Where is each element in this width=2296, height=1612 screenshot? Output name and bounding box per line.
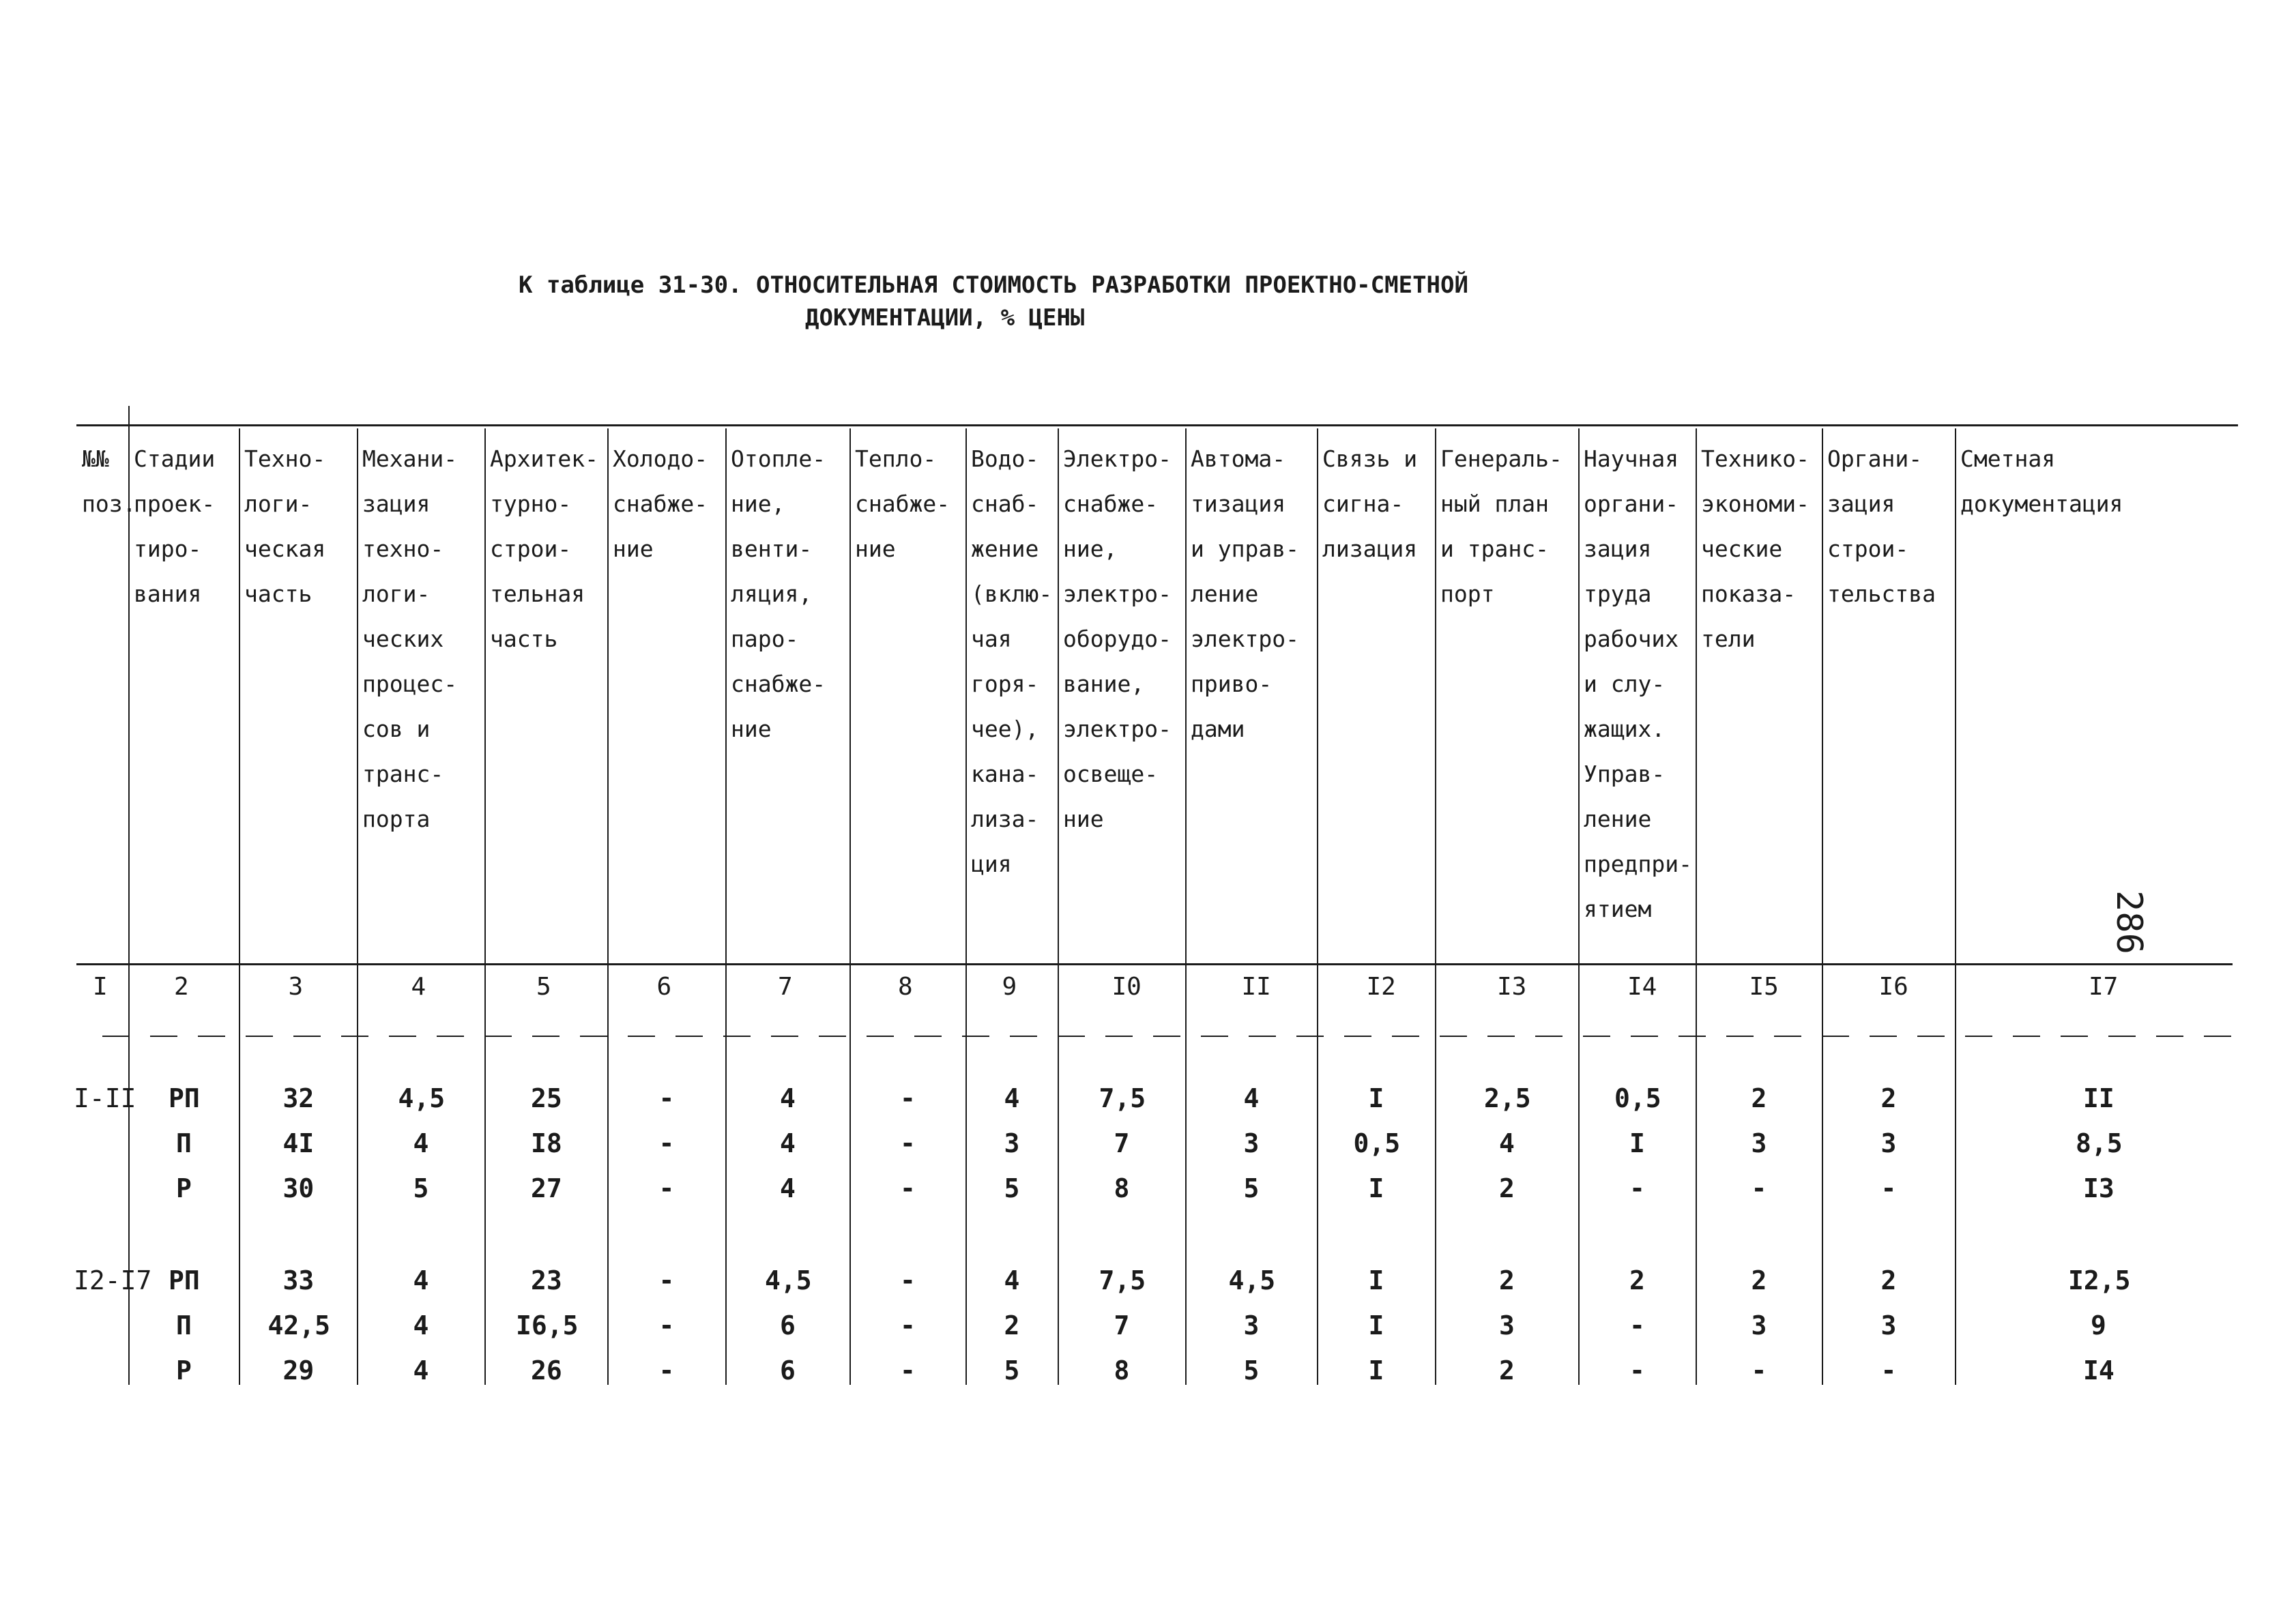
table-cell: Р bbox=[176, 1173, 192, 1203]
table-cell: 4 bbox=[780, 1128, 796, 1158]
table-cell: - bbox=[658, 1083, 675, 1113]
column-number: 4 bbox=[411, 973, 426, 1001]
column-header bbox=[971, 437, 1052, 887]
table-cell: 3 bbox=[1243, 1310, 1260, 1340]
table-cell: 0,5 bbox=[1614, 1083, 1661, 1113]
column-header-line: тиро- bbox=[134, 536, 202, 562]
column-header bbox=[134, 437, 215, 617]
table-cell: I bbox=[1368, 1265, 1384, 1295]
table-cell: 4I bbox=[282, 1128, 315, 1158]
table-cell: - bbox=[658, 1173, 675, 1203]
table-cell: 2 bbox=[1751, 1083, 1767, 1113]
table-cell: 5 bbox=[1243, 1173, 1260, 1203]
table-cell: II bbox=[2083, 1083, 2115, 1113]
column-number: I0 bbox=[1111, 973, 1142, 1001]
column-header-line: снабже- bbox=[855, 490, 950, 517]
column-number: 5 bbox=[536, 973, 551, 1001]
table-cell: 2,5 bbox=[1484, 1083, 1531, 1113]
dashed-rule-segment bbox=[1583, 1036, 1610, 1037]
column-number: I3 bbox=[1497, 973, 1527, 1001]
column-header-line: ние bbox=[1063, 806, 1104, 832]
column-header-line: строи- bbox=[490, 536, 572, 562]
table-cell: - bbox=[658, 1265, 675, 1295]
column-header-line: ление bbox=[1584, 806, 1652, 832]
column-rule bbox=[965, 428, 967, 1385]
dashed-rule-segment bbox=[1774, 1036, 1801, 1037]
column-header bbox=[1322, 437, 1417, 572]
dashed-rule-segment bbox=[914, 1036, 942, 1037]
column-header-line: зация bbox=[1584, 536, 1652, 562]
dashed-rule-segment bbox=[1487, 1036, 1515, 1037]
column-header-line: транс- bbox=[362, 761, 444, 787]
column-number: I6 bbox=[1878, 973, 1908, 1001]
dashed-rule-segment bbox=[628, 1036, 655, 1037]
column-header bbox=[1063, 437, 1172, 842]
column-header-line: экономи- bbox=[1701, 490, 1810, 517]
dashed-rule-segment bbox=[1344, 1036, 1371, 1037]
column-header-line: (вклю- bbox=[971, 581, 1053, 607]
table-cell: 2 bbox=[1499, 1355, 1515, 1386]
dashed-rule-segment bbox=[198, 1036, 225, 1037]
column-header-line: ятием bbox=[1584, 896, 1652, 922]
table-cell: РП bbox=[169, 1083, 200, 1113]
column-rule bbox=[607, 428, 609, 1385]
column-header-line: показа- bbox=[1701, 581, 1797, 607]
dashed-rule-segment bbox=[1440, 1036, 1467, 1037]
column-header-line: логи- bbox=[244, 490, 313, 517]
dashed-rule-segment bbox=[1392, 1036, 1419, 1037]
dashed-rule-segment bbox=[1870, 1036, 1897, 1037]
table-cell: 6 bbox=[780, 1310, 796, 1340]
column-number: I bbox=[93, 973, 108, 1001]
column-header-line: ляция, bbox=[731, 581, 813, 607]
column-header-line: Управ- bbox=[1584, 761, 1666, 787]
column-header-line: электро- bbox=[1063, 581, 1172, 607]
column-header-line: часть bbox=[244, 581, 313, 607]
table-cell: I-II bbox=[74, 1083, 136, 1113]
table-cell: 3 bbox=[1243, 1128, 1260, 1158]
table-cell: I4 bbox=[2083, 1355, 2115, 1386]
column-header-line: освеще- bbox=[1063, 761, 1159, 787]
column-rule bbox=[1435, 428, 1436, 1385]
column-header-line: логи- bbox=[362, 581, 431, 607]
table-cell: 2 bbox=[1004, 1310, 1020, 1340]
table-cell: 25 bbox=[531, 1083, 562, 1113]
table-cell: 4,5 bbox=[1228, 1265, 1276, 1295]
table-cell: 3 bbox=[1751, 1310, 1767, 1340]
table-cell: 8,5 bbox=[2076, 1128, 2123, 1158]
column-header bbox=[82, 437, 136, 527]
column-header-line: Органи- bbox=[1827, 445, 1923, 472]
column-header-line: Водо- bbox=[971, 445, 1039, 472]
column-header-line: порт bbox=[1440, 581, 1495, 607]
column-header bbox=[244, 437, 325, 617]
column-header-line: тельная bbox=[490, 581, 585, 607]
table-cell: 2 bbox=[1751, 1265, 1767, 1295]
dashed-rule-segment bbox=[2061, 1036, 2088, 1037]
table-cell: 4 bbox=[413, 1128, 429, 1158]
column-header-line: процес- bbox=[362, 671, 458, 697]
column-header bbox=[1440, 437, 1563, 617]
table-cell: 3 bbox=[1880, 1128, 1897, 1158]
column-header-line: рабочих bbox=[1584, 626, 1679, 652]
table-cell: 5 bbox=[1004, 1355, 1020, 1386]
column-header-line: труда bbox=[1584, 581, 1652, 607]
column-header bbox=[731, 437, 826, 752]
column-header-line: зация bbox=[1827, 490, 1895, 517]
dashed-rule-segment bbox=[1965, 1036, 1992, 1037]
column-header-line: кана- bbox=[971, 761, 1039, 787]
table-cell: 7,5 bbox=[1099, 1265, 1146, 1295]
column-header-line: лиза- bbox=[971, 806, 1039, 832]
column-header-line: и транс- bbox=[1440, 536, 1549, 562]
table-cell: 4 bbox=[780, 1173, 796, 1203]
table-cell: 4 bbox=[1004, 1265, 1020, 1295]
dashed-rule-segment bbox=[1535, 1036, 1563, 1037]
table-cell: 0,5 bbox=[1353, 1128, 1401, 1158]
table-cell: I2-I7 bbox=[74, 1265, 152, 1295]
dashed-rule-segment bbox=[1917, 1036, 1945, 1037]
table-cell: 29 bbox=[282, 1355, 315, 1386]
table-cell: 4 bbox=[780, 1083, 796, 1113]
dashed-rule-segment bbox=[341, 1036, 368, 1037]
table-top-rule bbox=[76, 424, 2238, 426]
column-header-line: ческие bbox=[1701, 536, 1783, 562]
column-header-line: ние bbox=[731, 716, 772, 742]
table-cell: 27 bbox=[531, 1173, 562, 1203]
table-cell: - bbox=[900, 1265, 916, 1295]
table-cell: 2 bbox=[1629, 1265, 1645, 1295]
column-header-line: порта bbox=[362, 806, 431, 832]
dashed-rule-segment bbox=[1201, 1036, 1228, 1037]
column-number: I4 bbox=[1627, 973, 1657, 1001]
table-cell: 3 bbox=[1004, 1128, 1020, 1158]
table-cell: 30 bbox=[282, 1173, 315, 1203]
dashed-rule-segment bbox=[389, 1036, 416, 1037]
dashed-rule-segment bbox=[1105, 1036, 1133, 1037]
dashed-rule-segment bbox=[150, 1036, 177, 1037]
table-cell: 4 bbox=[1243, 1083, 1260, 1113]
table-cell: 9 bbox=[2091, 1310, 2106, 1340]
table-cell: 26 bbox=[531, 1355, 562, 1386]
column-header bbox=[613, 437, 708, 572]
dashed-rule-segment bbox=[1249, 1036, 1276, 1037]
column-header-line: лизация bbox=[1322, 536, 1418, 562]
column-header-line: электро- bbox=[1063, 716, 1172, 742]
column-header-line: Автома- bbox=[1191, 445, 1286, 472]
table-cell: 4 bbox=[1004, 1083, 1020, 1113]
column-header-line: тизация bbox=[1191, 490, 1286, 517]
column-header-line: вания bbox=[134, 581, 202, 607]
column-header-line: Механи- bbox=[362, 445, 458, 472]
table-cell: 2 bbox=[1880, 1083, 1897, 1113]
column-header-line: жение bbox=[971, 536, 1039, 562]
column-header-line: поз. bbox=[82, 490, 136, 517]
column-header bbox=[1191, 437, 1299, 752]
dashed-rule-segment bbox=[723, 1036, 751, 1037]
column-number: II bbox=[1241, 973, 1271, 1001]
column-header-line: турно- bbox=[490, 490, 572, 517]
dashed-rule-segment bbox=[580, 1036, 607, 1037]
table-cell: 33 bbox=[282, 1265, 315, 1295]
column-rule bbox=[128, 406, 130, 1385]
dashed-rule-segment bbox=[246, 1036, 273, 1037]
table-cell: 5 bbox=[1004, 1173, 1020, 1203]
table-cell: Р bbox=[176, 1355, 192, 1386]
column-rule bbox=[1578, 428, 1580, 1385]
column-header-line: Техно- bbox=[244, 445, 326, 472]
column-header-line: Тепло- bbox=[855, 445, 937, 472]
column-header bbox=[1960, 437, 2123, 527]
column-header-line: Технико- bbox=[1701, 445, 1810, 472]
table-cell: 5 bbox=[1243, 1355, 1260, 1386]
column-header-line: чее), bbox=[971, 716, 1039, 742]
table-cell: 2 bbox=[1499, 1173, 1515, 1203]
table-cell: 6 bbox=[780, 1355, 796, 1386]
dashed-rule-segment bbox=[102, 1036, 130, 1037]
column-rule bbox=[1317, 428, 1318, 1385]
dashed-rule-segment bbox=[1679, 1036, 1706, 1037]
column-header bbox=[855, 437, 950, 572]
dashed-rule-segment bbox=[1726, 1036, 1754, 1037]
column-rule bbox=[1058, 428, 1059, 1385]
table-cell: - bbox=[1629, 1173, 1645, 1203]
table-cell: 23 bbox=[531, 1265, 562, 1295]
table-cell: 4 bbox=[413, 1310, 429, 1340]
table-cell: I6,5 bbox=[516, 1310, 579, 1340]
column-header-line: ческих bbox=[362, 626, 444, 652]
table-cell: 32 bbox=[282, 1083, 315, 1113]
table-cell: 5 bbox=[413, 1173, 429, 1203]
column-header-line: снабже- bbox=[731, 671, 826, 697]
table-cell: I3 bbox=[2083, 1173, 2115, 1203]
table-cell: - bbox=[1751, 1173, 1767, 1203]
column-number: I7 bbox=[2089, 973, 2119, 1001]
column-header bbox=[1701, 437, 1810, 662]
table-cell: - bbox=[900, 1128, 916, 1158]
column-header-line: жащих. bbox=[1584, 716, 1666, 742]
column-number: 7 bbox=[778, 973, 793, 1001]
column-header-line: Научная bbox=[1584, 445, 1679, 472]
column-header-line: органи- bbox=[1584, 490, 1679, 517]
column-number: 3 bbox=[288, 973, 304, 1001]
dashed-rule-segment bbox=[771, 1036, 798, 1037]
table-cell: - bbox=[1629, 1355, 1645, 1386]
column-header-line: оборудо- bbox=[1063, 626, 1172, 652]
table-cell: - bbox=[658, 1355, 675, 1386]
column-header-line: Связь и bbox=[1322, 445, 1418, 472]
column-header-line: снаб- bbox=[971, 490, 1039, 517]
column-number: 8 bbox=[898, 973, 913, 1001]
table-cell: - bbox=[900, 1083, 916, 1113]
column-header-line: снабже- bbox=[1063, 490, 1159, 517]
dashed-rule-segment bbox=[819, 1036, 846, 1037]
table-cell: РП bbox=[169, 1265, 200, 1295]
column-header-line: ный план bbox=[1440, 490, 1549, 517]
table-cell: I8 bbox=[531, 1128, 562, 1158]
table-cell: 4 bbox=[1499, 1128, 1515, 1158]
dashed-rule-segment bbox=[1153, 1036, 1180, 1037]
column-header-line: венти- bbox=[731, 536, 813, 562]
column-header-line: Сметная bbox=[1960, 445, 2056, 472]
table-cell: 8 bbox=[1114, 1173, 1130, 1203]
column-header-line: проек- bbox=[134, 490, 216, 517]
dashed-rule-segment bbox=[2108, 1036, 2136, 1037]
column-header-line: ческая bbox=[244, 536, 326, 562]
column-rule bbox=[725, 428, 727, 1385]
column-header-line: Стадии bbox=[134, 445, 216, 472]
column-header-line: тели bbox=[1701, 626, 1756, 652]
table-cell: 4 bbox=[413, 1265, 429, 1295]
table-cell: - bbox=[658, 1128, 675, 1158]
table-cell: 3 bbox=[1880, 1310, 1897, 1340]
table-cell: I bbox=[1368, 1083, 1384, 1113]
dashed-rule-segment bbox=[1058, 1036, 1085, 1037]
column-header-line: приво- bbox=[1191, 671, 1273, 697]
table-cell: 7 bbox=[1114, 1128, 1130, 1158]
column-number: 6 bbox=[656, 973, 672, 1001]
dashed-rule-segment bbox=[437, 1036, 464, 1037]
table-cell: - bbox=[900, 1173, 916, 1203]
column-header-line: и управ- bbox=[1191, 536, 1299, 562]
column-header-line: Отопле- bbox=[731, 445, 826, 472]
table-cell: 3 bbox=[1751, 1128, 1767, 1158]
column-rule bbox=[1696, 428, 1697, 1385]
table-title-line-2: ДОКУМЕНТАЦИИ, % ЦЕНЫ bbox=[805, 304, 1085, 332]
column-header-line: горя- bbox=[971, 671, 1039, 697]
column-header bbox=[490, 437, 598, 662]
table-cell: 4,5 bbox=[765, 1265, 812, 1295]
column-header-line: и слу- bbox=[1584, 671, 1666, 697]
dashed-rule-segment bbox=[867, 1036, 894, 1037]
column-rule bbox=[484, 428, 486, 1385]
table-cell: - bbox=[1880, 1355, 1897, 1386]
page-number: 286 bbox=[2108, 890, 2149, 954]
table-cell: I bbox=[1629, 1128, 1645, 1158]
table-cell: 7,5 bbox=[1099, 1083, 1146, 1113]
column-header-line: Архитек- bbox=[490, 445, 598, 472]
column-rule bbox=[1822, 428, 1823, 1385]
table-cell: I bbox=[1368, 1355, 1384, 1386]
column-header-line: тельства bbox=[1827, 581, 1936, 607]
column-header-line: зация bbox=[362, 490, 431, 517]
dashed-rule-segment bbox=[2013, 1036, 2040, 1037]
table-cell: 8 bbox=[1114, 1355, 1130, 1386]
column-rule bbox=[357, 428, 358, 1385]
table-cell: 2 bbox=[1499, 1265, 1515, 1295]
dashed-rule-segment bbox=[532, 1036, 560, 1037]
table-cell: 7 bbox=[1114, 1310, 1130, 1340]
column-header-line: ление bbox=[1191, 581, 1259, 607]
header-bottom-rule bbox=[76, 963, 2233, 965]
column-header-line: ция bbox=[971, 851, 1012, 877]
column-header-line: ние, bbox=[1063, 536, 1118, 562]
column-header-line: документация bbox=[1960, 490, 2123, 517]
table-cell: I bbox=[1368, 1310, 1384, 1340]
column-header-line: дами bbox=[1191, 716, 1245, 742]
column-number: I5 bbox=[1749, 973, 1779, 1001]
column-header-line: предпри- bbox=[1584, 851, 1692, 877]
table-cell: 4 bbox=[413, 1355, 429, 1386]
column-rule bbox=[1955, 428, 1956, 1385]
column-rule bbox=[1185, 428, 1187, 1385]
table-cell: I2,5 bbox=[2068, 1265, 2131, 1295]
column-number: 9 bbox=[1002, 973, 1017, 1001]
table-cell: I bbox=[1368, 1173, 1384, 1203]
column-header-line: Холодо- bbox=[613, 445, 708, 472]
column-header-line: Генераль- bbox=[1440, 445, 1563, 472]
column-header-line: снабже- bbox=[613, 490, 708, 517]
column-header bbox=[1584, 437, 1692, 932]
table-cell: П bbox=[176, 1310, 192, 1340]
column-header-line: ние bbox=[613, 536, 654, 562]
dashed-rule-segment bbox=[1010, 1036, 1037, 1037]
table-cell: П bbox=[176, 1128, 192, 1158]
column-header-line: строи- bbox=[1827, 536, 1909, 562]
column-header-line: паро- bbox=[731, 626, 799, 652]
column-rule bbox=[239, 428, 240, 1385]
dashed-rule-segment bbox=[484, 1036, 512, 1037]
dashed-rule-segment bbox=[675, 1036, 703, 1037]
column-header-line: чая bbox=[971, 626, 1012, 652]
dashed-rule-segment bbox=[2156, 1036, 2183, 1037]
dashed-rule-segment bbox=[1296, 1036, 1324, 1037]
column-header-line: техно- bbox=[362, 536, 444, 562]
table-cell: 4,5 bbox=[398, 1083, 446, 1113]
table-cell: 42,5 bbox=[267, 1310, 331, 1340]
table-cell: - bbox=[1751, 1355, 1767, 1386]
column-header bbox=[1827, 437, 1936, 617]
table-cell: - bbox=[900, 1310, 916, 1340]
column-header-line: сов и bbox=[362, 716, 431, 742]
table-cell: - bbox=[1629, 1310, 1645, 1340]
table-cell: - bbox=[900, 1355, 916, 1386]
dashed-rule-segment bbox=[1822, 1036, 1849, 1037]
dashed-rule-segment bbox=[293, 1036, 321, 1037]
column-header-line: электро- bbox=[1191, 626, 1299, 652]
column-header bbox=[362, 437, 457, 842]
column-number: I2 bbox=[1366, 973, 1396, 1001]
dashed-rule-segment bbox=[2204, 1036, 2231, 1037]
table-title-line-1: К таблице 31-30. ОТНОСИТЕЛЬНАЯ СТОИМОСТЬ РАЗРАБОТКИ ПРОЕКТНО-СМЕТНОЙ bbox=[519, 272, 1468, 299]
table-cell: 3 bbox=[1499, 1310, 1515, 1340]
table-cell: - bbox=[658, 1310, 675, 1340]
column-number: 2 bbox=[174, 973, 189, 1001]
column-header-line: ние, bbox=[731, 490, 785, 517]
column-header-line: часть bbox=[490, 626, 558, 652]
table-cell: 2 bbox=[1880, 1265, 1897, 1295]
column-header-line: Электро- bbox=[1063, 445, 1172, 472]
column-header-line: ние bbox=[855, 536, 896, 562]
column-header-line: №№ bbox=[82, 445, 109, 472]
table-cell: - bbox=[1880, 1173, 1897, 1203]
column-header-line: сигна- bbox=[1322, 490, 1404, 517]
column-header-line: вание, bbox=[1063, 671, 1145, 697]
dashed-rule-segment bbox=[1631, 1036, 1658, 1037]
column-rule bbox=[849, 428, 851, 1385]
